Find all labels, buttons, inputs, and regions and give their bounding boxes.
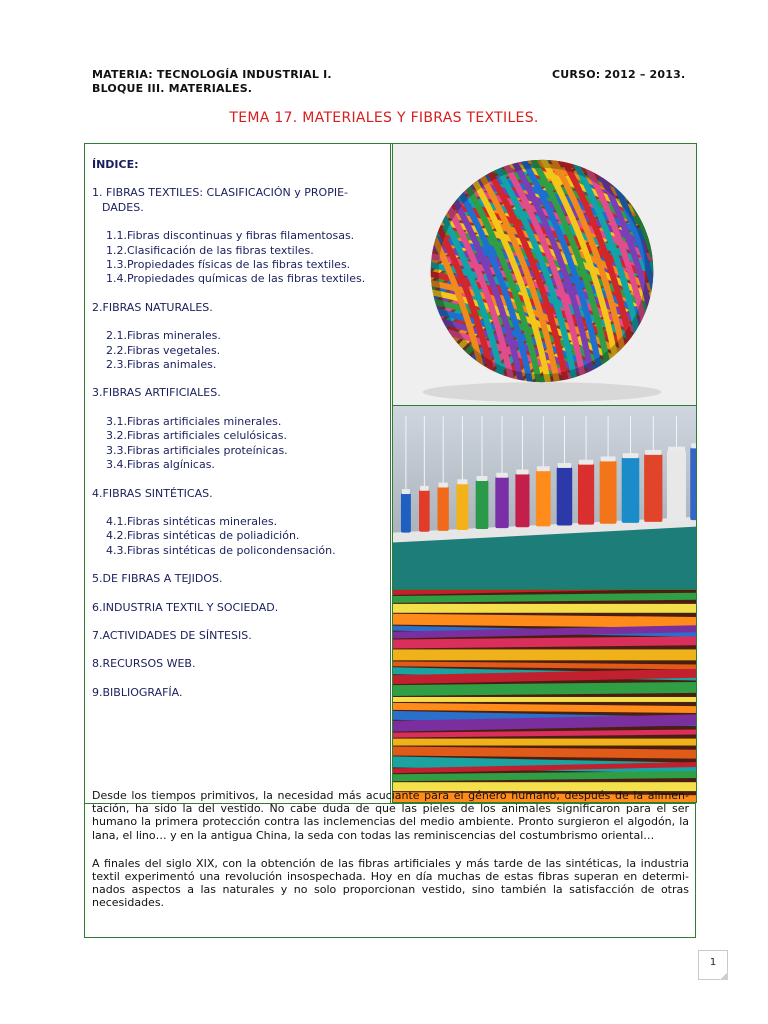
index-section <box>92 657 412 671</box>
index-section <box>92 186 412 286</box>
index-section-label: 1. FIBRAS TEXTILES: CLASIFICACIÓN y PROPIE- <box>92 186 348 200</box>
index-subsection: 4.2.Fibras sintéticas de poliadición. <box>106 529 300 543</box>
index-subsection: 4.1.Fibras sintéticas minerales. <box>106 514 278 528</box>
index-section-label: 8.RECURSOS WEB. <box>92 657 196 671</box>
page-number-badge <box>698 950 728 980</box>
intro-paragraph-1: Desde los tiempos primitivos, la necesidad más acuciante para el género humano, después de la alimen-tación, ha sido la del vestido. No cabe duda de que las pieles de los animales significaron para el ser humano la primera protección contra las inclemencias del medio ambiente. Pronto surgieron el algodón, la lana, el lino… y en la antigua China, la seda con todas las reminiscencias del costumbrismo oriental… <box>92 789 689 842</box>
index-section <box>92 686 412 700</box>
intro-paragraph-2: A finales del siglo XIX, con la obtención de las fibras artificiales y más tarde de las sintéticas, la industria textil experimentó una revolución insospechada. Hoy en día muchas de estas fibras superan en determi-nados aspectos a las naturales y no solo proporcionan vestido, sino también la satisfacción de otras necesidades. <box>92 856 689 910</box>
index-heading: ÍNDICE: <box>92 158 139 171</box>
index-subsection: 1.3.Propiedades físicas de las fibras textiles. <box>106 258 351 272</box>
index-section-label-continued: DADES. <box>102 200 144 214</box>
course-label: CURSO: 2012 – 2013. <box>552 68 686 81</box>
index-subsection: 2.3.Fibras animales. <box>106 358 217 372</box>
index-subsection: 1.4.Propiedades químicas de las fibras textiles. <box>106 272 366 286</box>
index-section-label: 4.FIBRAS SINTÉTICAS. <box>92 486 213 500</box>
index-section-label: 5.DE FIBRAS A TEJIDOS. <box>92 572 223 586</box>
index-section <box>92 487 412 559</box>
index-section-label: 7.ACTIVIDADES DE SÍNTESIS. <box>92 628 252 642</box>
index-section <box>92 386 412 472</box>
block-label: BLOQUE III. MATERIALES. <box>92 82 253 95</box>
index-subsection: 3.4.Fibras algínicas. <box>106 458 215 472</box>
index-subsection: 3.2.Fibras artificiales celulósicas. <box>106 429 287 443</box>
thread-spools-image <box>392 405 697 590</box>
index-section-label: 6.INDUSTRIA TEXTIL Y SOCIEDAD. <box>92 600 279 614</box>
introduction <box>92 789 689 925</box>
index-section <box>92 601 412 615</box>
yarn-ball-image <box>392 143 697 406</box>
page-number: 1 <box>709 957 717 968</box>
index-section-label: 9.BIBLIOGRAFÍA. <box>92 685 183 699</box>
index-section <box>92 572 412 586</box>
index-section <box>92 629 412 643</box>
page-curl-icon <box>720 972 728 980</box>
document-header-left <box>92 68 332 96</box>
index-subsection: 3.3.Fibras artificiales proteínicas. <box>106 443 288 457</box>
index-section-label: 2.FIBRAS NATURALES. <box>92 300 213 314</box>
subject-label: MATERIA: TECNOLOGÍA INDUSTRIAL I. <box>92 68 332 81</box>
index-subsection: 4.3.Fibras sintéticas de policondensación. <box>106 543 336 557</box>
index-subsection: 1.1.Fibras discontinuas y fibras filamentosas. <box>106 229 355 243</box>
index-subsection: 1.2.Clasificación de las fibras textiles. <box>106 243 314 257</box>
table-of-contents <box>92 158 412 700</box>
folded-textiles-image <box>392 589 697 803</box>
index-subsection: 3.1.Fibras artificiales minerales. <box>106 414 282 428</box>
index-sections <box>92 186 412 700</box>
page-title: TEMA 17. MATERIALES Y FIBRAS TEXTILES. <box>229 110 539 126</box>
index-subsection: 2.1.Fibras minerales. <box>106 329 221 343</box>
index-section-label: 3.FIBRAS ARTIFICIALES. <box>92 386 221 400</box>
index-section <box>92 301 412 373</box>
index-subsection: 2.2.Fibras vegetales. <box>106 343 221 357</box>
